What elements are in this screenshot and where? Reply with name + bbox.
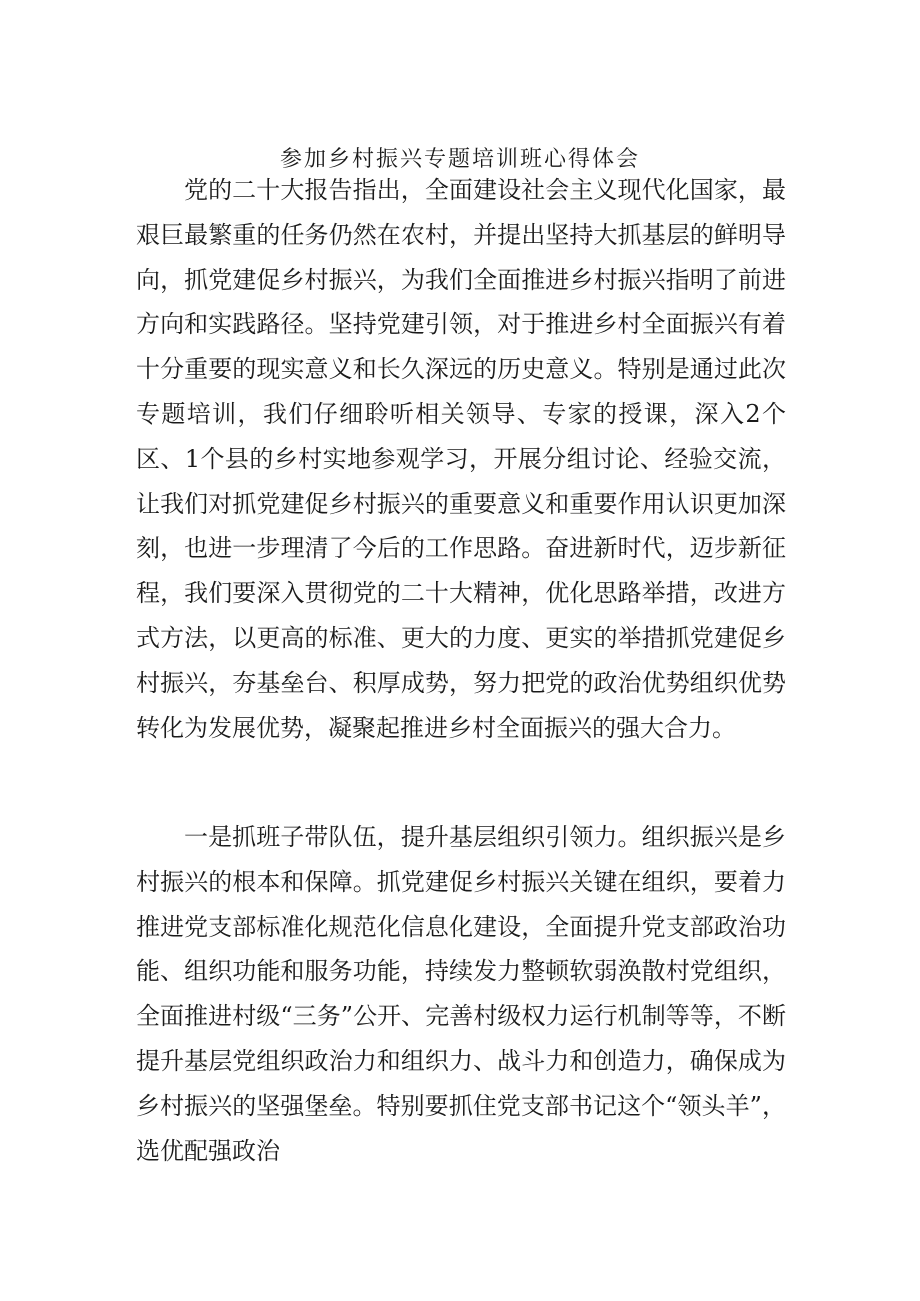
document-title: 参加乡村振兴专题培训班心得体会: [279, 147, 640, 172]
paragraph-point-one: 一是抓班子带队伍，提升基层组织引领力。组织振兴是乡村振兴的根本和保障。抓党建促乡村振兴关键在组织，要着力推进党支部标准化规范化信息化建设，全面提升党支部政治功能、组织功能和服务功能，持续发力整顿软弱涣散村党组织，全面推进村级“三务”公开、完善村级权力运行机制等等，不断提升基层党组织政治力和组织力、战斗力和创造力，确保成为乡村振兴的坚强堡垒。特别要抓住党支部书记这个“领头羊”，选优配强政治: [136, 823, 786, 1165]
paragraph-intro: 党的二十大报告指出，全面建设社会主义现代化国家，最艰巨最繁重的任务仍然在农村，并提出坚持大抓基层的鲜明导向，抓党建促乡村振兴，为我们全面推进乡村振兴指明了前进方向和实践路径。坚持党建引领，对于推进乡村全面振兴有着十分重要的现实意义和长久深远的历史意义。特别是通过此次专题培训，我们仔细聆听相关领导、专家的授课，深入2个区、1个县的乡村实地参观学习，开展分组讨论、经验交流，让我们对抓党建促乡村振兴的重要意义和重要作用认识更加深刻，也进一步理清了今后的工作思路。奋进新时代，迈步新征程，我们要深入贯彻党的二十大精神，优化思路举措，改进方式方法，以更高的标准、更大的力度、更实的举措抓党建促乡村振兴，夯基垒台、积厚成势，努力把党的政治优势组织优势转化为发展优势，凝聚起推进乡村全面振兴的强大合力。: [136, 176, 786, 742]
